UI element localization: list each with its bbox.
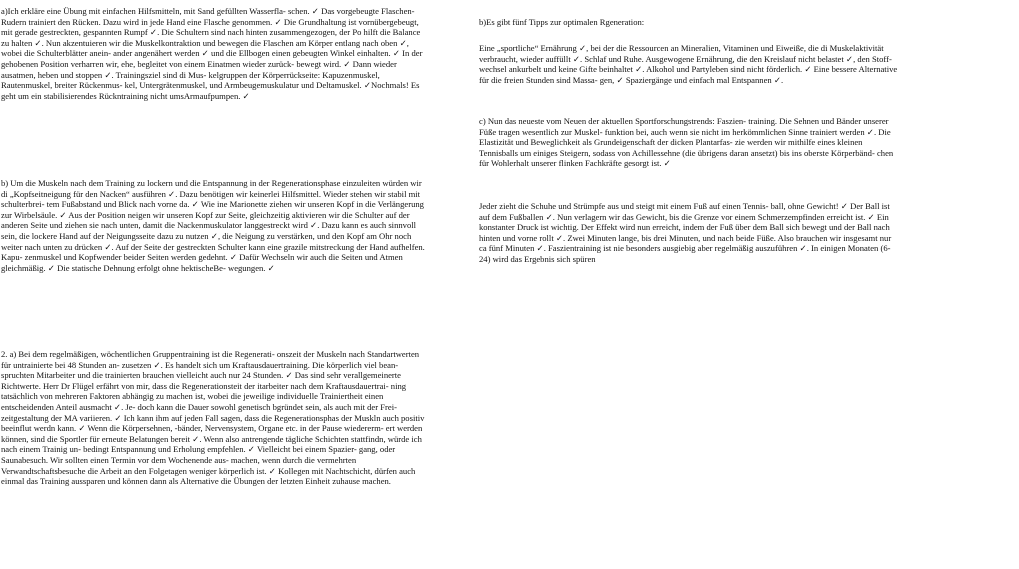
answer-2c-exercise-text: Jeder zieht die Schuhe und Strümpfe aus und steigt mit einem Fuß auf einen Tennis- ball, ohne Gewicht! ✓ Der Ball ist auf dem Fußballen ✓. Nun verlagern wir das Gewicht, bis die Grenze vor einem Schmerzempfinden erreicht ist. ✓ Ein konstanter Druck ist wichtig. Der Effekt wird nun erreicht, indem der Fuß über dem Ball sich bewegt und der Ball nach hinten und vorne rollt ✓. Zwei Minuten lange, bis drei Minuten, und nach beide Füße. Also brauchen wir insgesamt nur ca fünf Minuten ✓. Faszientraining ist nie besonders ausgiebig aber regelmäßig auszuführen ✓. In einigen Monaten (6-24) wird das Ergebnis sich spüren: [479, 201, 892, 264]
answer-2c-exercise-block: [479, 201, 899, 265]
answer-1a-block: [1, 6, 426, 101]
answer-2b-tips-text: Eine „sportliche“ Ernährung ✓, bei der die Ressourcen an Mineralien, Vitaminen und Eiweiße, die di Muskelaktivität verbraucht, wieder auffüllt ✓. Schlaf und Ruhe. Ausgewogene Ernährung, die den Kreislauf nicht belastet ✓, den Stoff- wechsel ankurbelt und keine Gifte beinhaltet ✓. Alkohol und Partyleben sind nicht förderlich. ✓ Eine bessere Alternative für die freien Stunden sind Massa- gen, ✓ Spaziergänge und einfach mal Entspannen ✓.: [479, 43, 898, 85]
answer-2c-block: [479, 116, 899, 169]
answer-2a-block: [1, 349, 426, 487]
answer-2b-intro-block: [479, 17, 899, 28]
answer-2b-tips-block: [479, 43, 899, 85]
answer-1a-text: a)Ich erkläre eine Übung mit einfachen Hilfsmitteln, mit Sand gefüllten Wasserfla- schen. ✓ Das vorgebeugte Flaschen-Rudern trainiert den Rücken. Dazu wird in jede Hand eine Flasche genommen. ✓ Die Grundhaltung ist vornübergebeugt, mit gerade gestreckten, gespannten Rumpf ✓. Die Schultern sind nach hinten zusammengezogen, der Po hilft die Balance zu halten ✓. Nun akzentuieren wir die Muskelkontraktion und bewegen die Flaschen am Körper entlang nach oben ✓, wobei die Schulterblätter anein- ander angenähert werden ✓ und die Ellbogen einen gebeugten Winkel einhalten. ✓ In der gehobenen Position verharren wir, ehe, begleitet von einem Einatmen wieder zurück- bewegt wird. ✓ Dann wieder ausatmen, heben und stoppen ✓. Trainingsziel sind di Mus- kelgruppen der Körperrückseite: Kapuzenmuskel, Rautenmuskel, breiter Rückenmus- kel, Untergrätenmuskel, und Armbeugemuskulatur und Deltamuskel. ✓Nochmals! Es geht um ein stabilisierendes Rückntraining nicht umsArmaufpumpen. ✓: [1, 6, 423, 101]
answer-2a-text: 2. a) Bei dem regelmäßigen, wöchentlichen Gruppentraining ist die Regenerati- onszeit der Muskeln nach Standartwerten für untrainierte bei 48 Stunden an- zusetzen ✓. Es handelt sich um Kraftausdauertraining. Die körperlich viel bean- spruchten Mitarbeiter und die trainierten brauchen vielleicht auch nur 24 Stunden. ✓ Das sind sehr verallgemeinerte Richtwerte. Herr Dr Flügel erfährt von mir, dass die Regenerationsteit der itarbeiter nach dem Kraftausdauertrai- ning tatsächlich von mehreren Faktoren abhängig zu machen ist, wobei die jeweilige individuelle Trainiertheit einen entscheidenden Anteil ausmacht ✓. Je- doch kann die Dauer sowohl genetisch bgründet sein, als auch mit der Frei- zeitgestaltung der MA variieren. ✓ Ich kann ihm auf jeden Fall sagen, dass die Regenerationsphas der Muskln auch positiv beeinflut werdn kann. ✓ Wenn die Körpersehnen, -bänder, Nervensystem, Organe etc. in der Pause wiedererm- ert werden können, sind die Sportler für erneute Belatungen bereit ✓. Wenn also antrengende tägliche Schichten stattfindn, würde ich nach einem Trainig un- bedingt Entspannung und Erholung empfehlen. ✓ Vielleicht bei einem Spazier- gang, oder Saunabesuch. Wir sollten einen Termin vor dem Wochenende aus- machen, wenn durch die vermehrten Verwandtschaftsbesuche die Arbeit an den Folgetagen weniger körperlich ist. ✓ Kollegen mit Nachtschicht, dürfen auch einmal das Training aussparen und können dann als Alternative die Übungen der letzten Einheit zuhause machen.: [1, 349, 425, 487]
answer-2c-text: c) Nun das neueste vom Neuen der aktuellen Sportforschungstrends: Faszien- training. Die Sehnen und Bänder unserer Füße tragen wesentlich zur Muskel- funktion bei, auch wenn sie nicht im herkömmlichen Sinne trainiert werden ✓. Die Elastizität und Beweglichkeit als Grundeigenschaft der dicken Plantarfas- zie werden wir mithilfe eines kleinen Tennisballs um einiges Steigern, sodass von Achillessehne (die übrigens daran ansetzt) bis ins oberste Körperbänd- chen für Wohlerhalt unserer flinken Fachkräfte gesorgt ist. ✓: [479, 116, 894, 169]
answer-1b-text: b) Um die Muskeln nach dem Training zu lockern und die Entspannung in der Regenerationsphase einzuleiten würden wir di „Kopfseitneigung für den Nacken“ ausführen ✓. Dazu benötigen wir keinerlei Hilfsmittel. Wieder stehen wir stabil mit schulterbrei- tem Fußabstand und Blick nach vorne da. ✓ Wie ine Marionette ziehen wir unseren Kopf in die Verlängerung zur Wirbelsäule. ✓ Aus der Position neigen wir unseren Kopf zur Seite, gleichzeitig aktivieren wir die Schulter auf der anderen Seite und ziehen sie nach unten, damit die Nackenmuskulator langgestreckt wird ✓. Dazu kann es auch sinnvoll sein, die lockere Hand auf der Neigungsseite dazu zu nutzen ✓, die Neigung zu verstärken, und den Kopf am Ohr noch weiter nach unten zu drücken ✓. Auf der Seite der gestreckten Schulter kann eine grazile mitstreckung der Hand aufhelfen. Kapu- zenmuskel und Kopfwender beider Seiten werden gedehnt. ✓ Dafür Wechseln wir auch die Seiten und Atmen gleichmäßig. ✓ Die statische Dehnung erfolgt ohne hektischeBe- wegungen. ✓: [1, 178, 425, 273]
answer-1b-block: [1, 178, 426, 273]
answer-2b-intro-text: b)Es gibt fünf Tipps zur optimalen Rgeneration:: [479, 17, 645, 27]
